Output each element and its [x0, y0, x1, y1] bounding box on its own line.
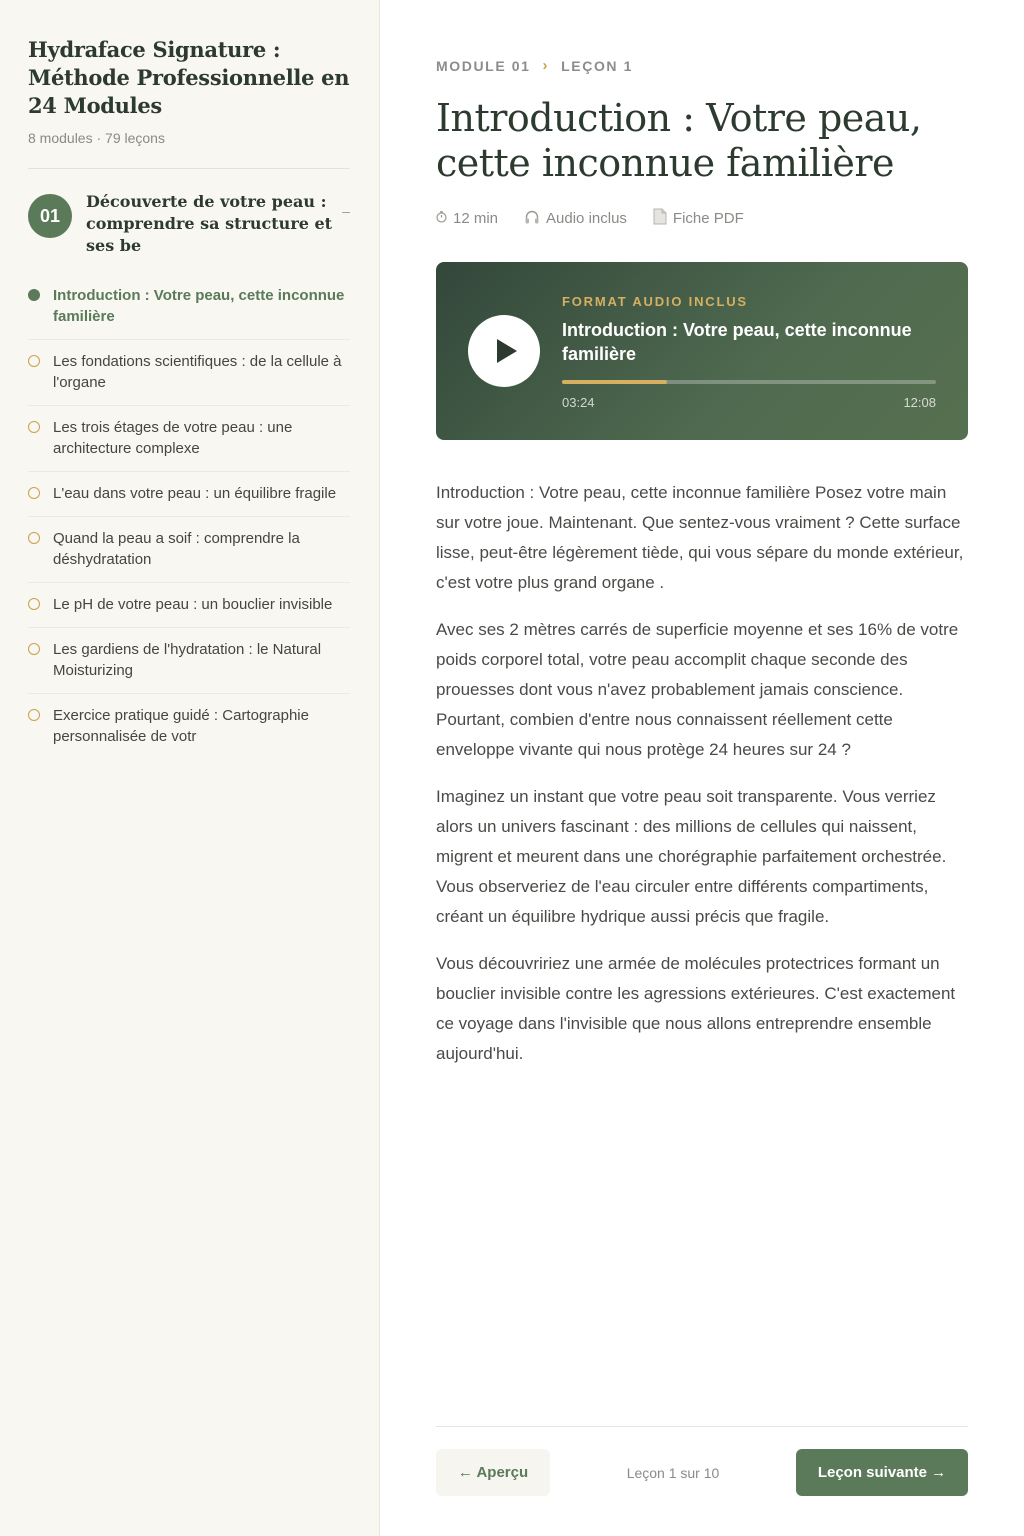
- headphones-icon: [524, 209, 540, 228]
- document-icon: [653, 208, 667, 228]
- course-sidebar: [0, 0, 380, 1536]
- lesson-label: Les gardiens de l'hydratation : le Natural Moisturizing: [53, 641, 322, 679]
- audio-title: Introduction : Votre peau, cette inconnue familière: [562, 320, 912, 364]
- breadcrumb-module[interactable]: MODULE 01: [436, 57, 531, 74]
- pdf-meta[interactable]: [653, 208, 744, 228]
- sidebar-divider: [28, 168, 350, 169]
- content-paragraph: Imaginez un instant que votre peau soit transparente. Vous verriez alors un univers fascinant : des millions de cellules qui naissent, migrent et meurent dans une chorégraphie parfaitement orchestrée. Vous observeriez de l'eau circuler entre différents compartiments, créant un équilibre hydrique aussi précis que fragile.: [436, 787, 947, 926]
- pdf-text: Fiche PDF: [672, 209, 744, 227]
- lesson-status-icon: [28, 421, 40, 433]
- course-title: Hydraface Signature : Méthode Professionnelle en 24 Modules: [28, 37, 350, 118]
- lesson-label: L'eau dans votre peau : un équilibre fragile: [53, 485, 337, 502]
- content-paragraph: Introduction : Votre peau, cette inconnue familière Posez votre main sur votre joue. Maintenant. Que sentez-vous vraiment ? Cette surface lisse, peut-être légèrement tiède, qui vous sépare du monde extérieur, c'est votre plus grand organe .: [436, 483, 964, 592]
- lesson-status-icon: [28, 532, 40, 544]
- breadcrumb-lesson: LEÇON 1: [561, 57, 634, 74]
- duration-text: 12 min: [453, 209, 499, 227]
- audio-player: [436, 262, 968, 440]
- lesson-item-fondations[interactable]: [28, 340, 350, 406]
- content-paragraph: Avec ses 2 mètres carrés de superficie moyenne et ses 16% de votre poids corporel total, votre peau accomplit chaque seconde des prouesses dont vous n'avez probablement jamais conscience. Pourtant, combien d'entre nous connaissent réellement cette enveloppe vivante qui nous protège 24 heures sur 24 ?: [436, 620, 959, 759]
- lesson-label: Les trois étages de votre peau : une architecture complexe: [53, 419, 293, 457]
- previous-button[interactable]: ← Aperçu: [436, 1449, 550, 1496]
- collapse-icon[interactable]: –: [342, 203, 350, 219]
- lesson-label: Les fondations scientifiques : de la cellule à l'organe: [53, 353, 342, 391]
- lesson-footer: [436, 1426, 968, 1496]
- lesson-item-ph[interactable]: [28, 583, 350, 628]
- audio-info: [562, 294, 936, 410]
- module-header[interactable]: [28, 191, 350, 257]
- lesson-content: [436, 478, 968, 1069]
- timer-icon: [436, 211, 447, 226]
- lesson-status-icon: [28, 289, 40, 301]
- audio-kicker: FORMAT AUDIO INCLUS: [562, 294, 748, 309]
- lesson-status-icon: [28, 709, 40, 721]
- audio-progress-bar[interactable]: [562, 380, 936, 384]
- lesson-status-icon: [28, 355, 40, 367]
- audio-current-time: 03:24: [562, 395, 595, 410]
- lesson-item-eau[interactable]: [28, 472, 350, 517]
- audio-text: Audio inclus: [546, 209, 627, 227]
- lesson-pager: Leçon 1 sur 10: [626, 1464, 720, 1481]
- content-paragraph: Vous découvririez une armée de molécules protectrices formant un bouclier invisible contre les agressions extérieures. C'est exactement ce voyage dans l'invisible que nous allons entreprendre ensemble aujourd'hui.: [436, 954, 956, 1063]
- lesson-item-soif[interactable]: [28, 517, 350, 583]
- chevron-right-icon: ›: [542, 57, 550, 74]
- audio-total-time: 12:08: [903, 395, 936, 410]
- play-button[interactable]: [468, 315, 540, 387]
- breadcrumb: [436, 57, 968, 74]
- lesson-status-icon: [28, 598, 40, 610]
- module-title: Découverte de votre peau : comprendre sa structure et ses be: [86, 192, 333, 255]
- page-title: Introduction : Votre peau, cette inconnue familière: [436, 96, 922, 185]
- next-lesson-button[interactable]: Leçon suivante →: [796, 1449, 968, 1496]
- lesson-item-exercice[interactable]: [28, 694, 350, 759]
- lesson-list: [28, 281, 350, 759]
- lesson-main: [436, 0, 968, 1086]
- lesson-label: Le pH de votre peau : un bouclier invisible: [53, 596, 333, 613]
- lesson-label: Quand la peau a soif : comprendre la déshydratation: [53, 530, 300, 568]
- audio-meta: [524, 209, 627, 228]
- audio-times: [562, 395, 936, 410]
- lesson-item-gardiens[interactable]: [28, 628, 350, 694]
- lesson-meta: [436, 208, 968, 228]
- duration-meta: [436, 210, 498, 227]
- lesson-label: Introduction : Votre peau, cette inconnue familière: [53, 287, 345, 325]
- lesson-status-icon: [28, 487, 40, 499]
- lesson-item-introduction[interactable]: [28, 281, 350, 340]
- module-number-badge: 01: [28, 194, 72, 238]
- lesson-status-icon: [28, 643, 40, 655]
- lesson-item-trois-etages[interactable]: [28, 406, 350, 472]
- audio-progress-fill: [562, 380, 667, 384]
- play-icon: [497, 339, 517, 363]
- course-meta: 8 modules · 79 leçons: [28, 130, 165, 146]
- lesson-label: Exercice pratique guidé : Cartographie personnalisée de votr: [53, 707, 309, 745]
